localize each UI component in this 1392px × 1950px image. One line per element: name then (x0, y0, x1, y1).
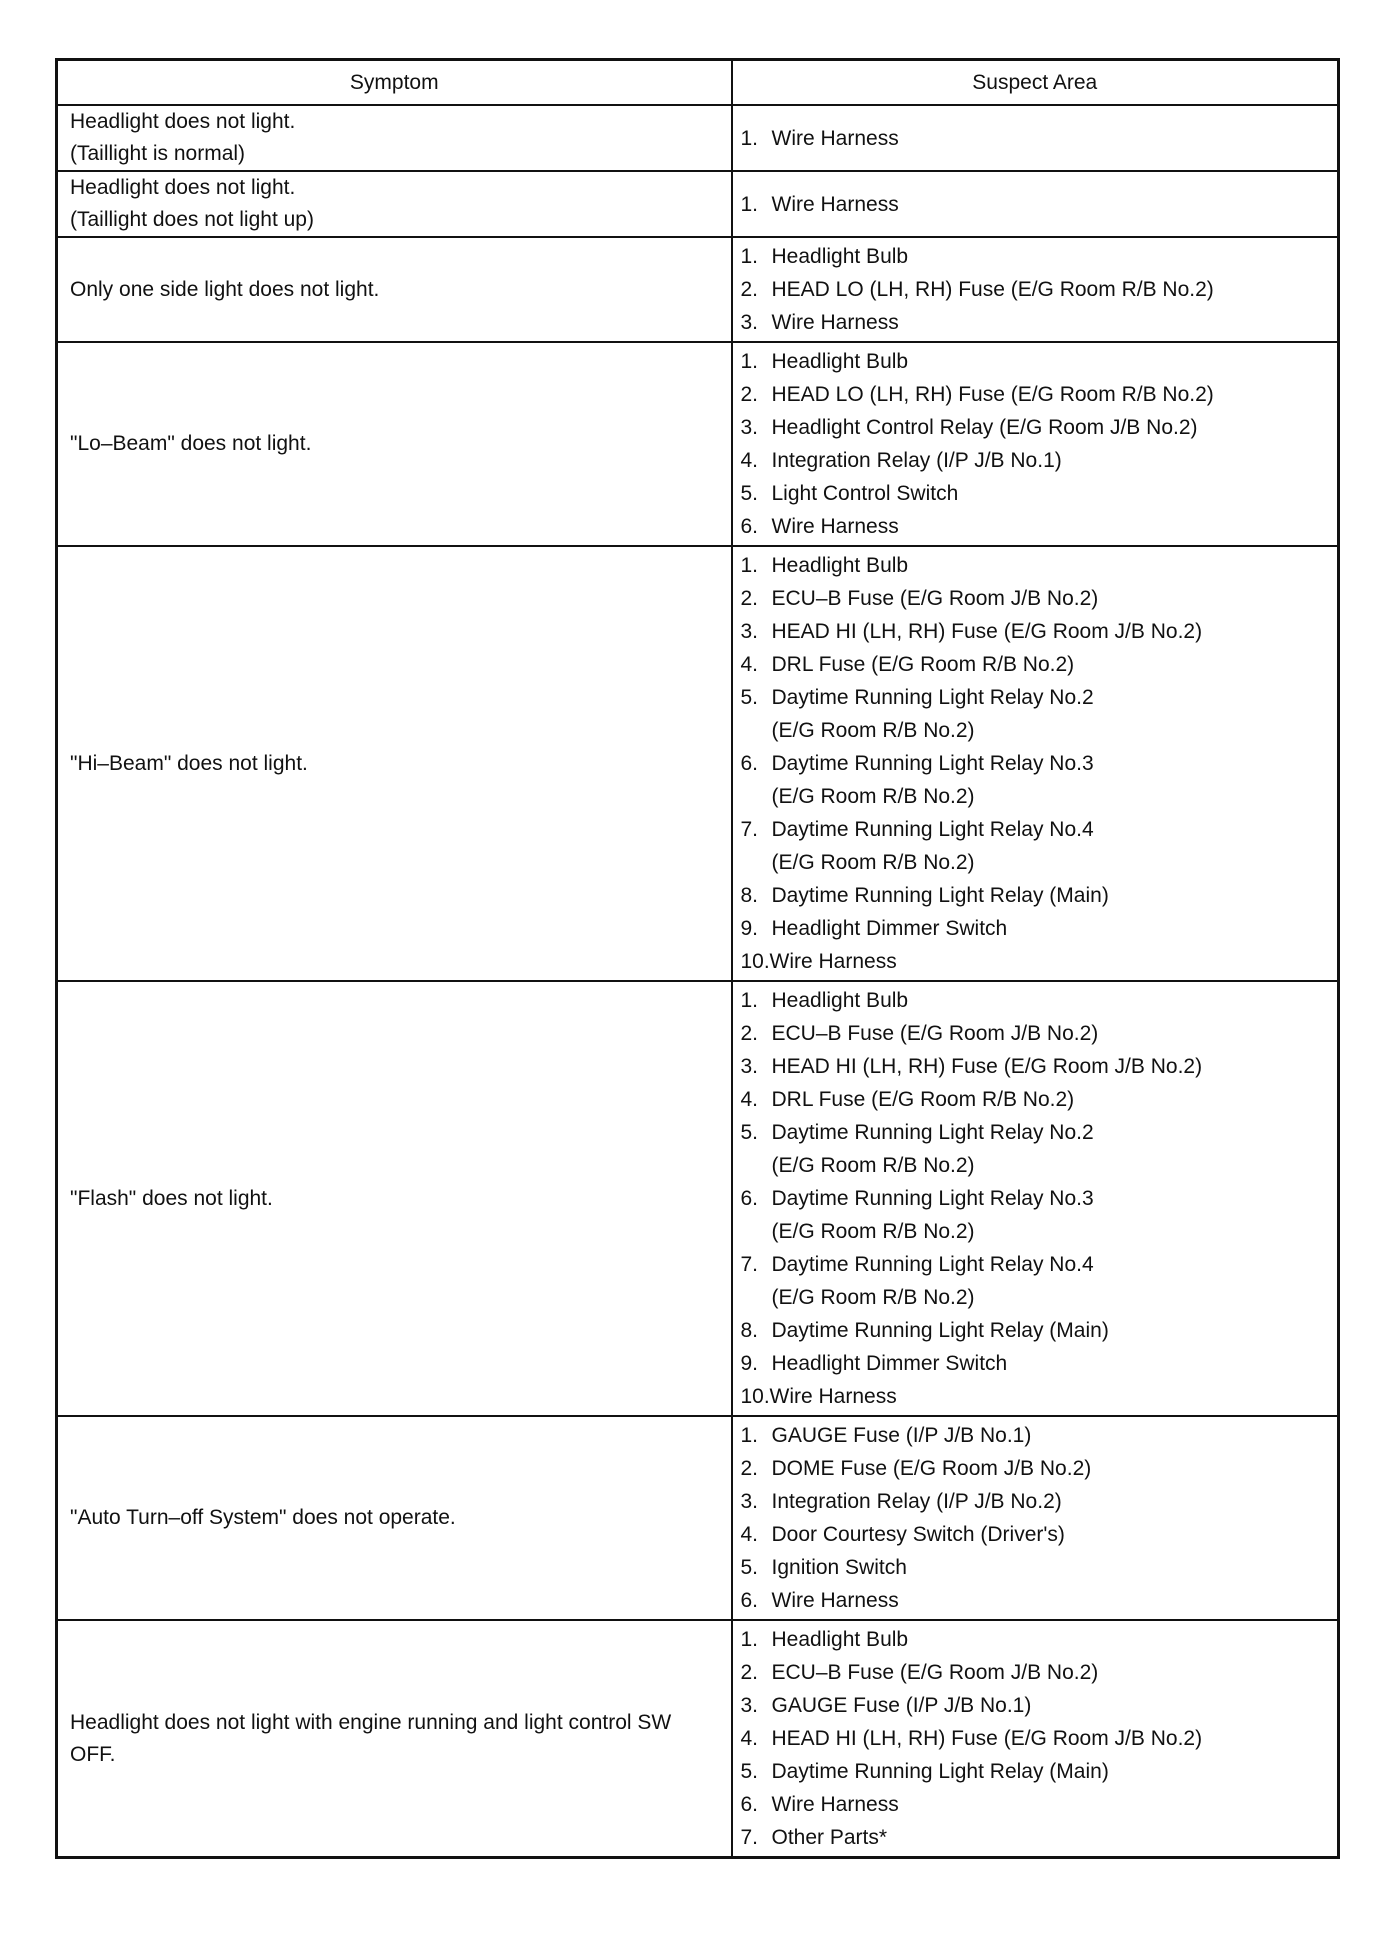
suspect-item (741, 306, 1330, 339)
suspect-item (741, 1017, 1330, 1050)
suspect-text: (E/G Room R/B No.2) (771, 1220, 975, 1243)
suspect-number: 1. (740, 554, 759, 577)
suspect-number: 1. (740, 1628, 759, 1651)
suspect-item (741, 780, 1330, 813)
symptom-text: Headlight does not light. (70, 110, 296, 133)
suspect-number: 3. (740, 416, 759, 439)
suspect-item (741, 1722, 1330, 1755)
suspect-text: Headlight Bulb (771, 245, 909, 268)
suspect-number: 2. (740, 1457, 759, 1480)
suspect-number (741, 1215, 772, 1248)
suspect-text: Integration Relay (I/P J/B No.2) (771, 1490, 1062, 1513)
suspect-item (741, 714, 1330, 747)
suspect-item (741, 411, 1330, 444)
suspect-item (741, 1551, 1330, 1584)
suspect-text: DOME Fuse (E/G Room J/B No.2) (771, 1457, 1092, 1480)
suspect-item (741, 681, 1330, 714)
suspect-number: 4. (740, 1727, 759, 1750)
suspect-item (741, 240, 1330, 273)
suspect-text: Daytime Running Light Relay No.3 (771, 752, 1094, 775)
suspect-item (741, 1623, 1330, 1656)
suspect-item (741, 1518, 1330, 1551)
suspect-item (741, 648, 1330, 681)
suspect-text: Integration Relay (I/P J/B No.1) (771, 449, 1062, 472)
suspect-area-header: Suspect Area (732, 60, 1339, 106)
table-row (57, 546, 1339, 981)
table-row (57, 171, 1339, 237)
symptom-text: OFF. (70, 1742, 116, 1766)
suspect-number: 7. (740, 1253, 759, 1276)
suspect-text: Wire Harness (771, 1793, 899, 1816)
suspect-item (741, 477, 1330, 510)
suspect-area-cell (732, 105, 1339, 171)
suspect-item (741, 747, 1330, 780)
suspect-text: HEAD HI (LH, RH) Fuse (E/G Room J/B No.2) (771, 1055, 1203, 1078)
suspect-item (741, 378, 1330, 411)
symptom-header: Symptom (57, 60, 732, 106)
suspect-text: Headlight Bulb (771, 554, 909, 577)
suspect-item (741, 1380, 1330, 1413)
suspect-area-cell (732, 171, 1339, 237)
suspect-number: 8. (740, 884, 759, 907)
suspect-number: 1. (740, 989, 759, 1012)
suspect-text: (E/G Room R/B No.2) (771, 1154, 975, 1177)
suspect-number: 6. (740, 515, 759, 538)
suspect-item (741, 1116, 1330, 1149)
symptom-cell (57, 981, 732, 1416)
suspect-text: Daytime Running Light Relay (Main) (771, 1760, 1109, 1783)
suspect-text: ECU–B Fuse (E/G Room J/B No.2) (771, 1661, 1099, 1684)
symptom-text: "Auto Turn–off System" does not operate. (70, 1506, 456, 1529)
symptom-text: Headlight does not light with engine running and light control SW (70, 1710, 672, 1734)
symptom-cell (57, 1620, 732, 1858)
suspect-number: 1. (740, 245, 759, 268)
suspect-number: 10. (740, 1385, 770, 1408)
suspect-item (741, 1452, 1330, 1485)
suspect-item (741, 582, 1330, 615)
suspect-text: Ignition Switch (771, 1556, 907, 1579)
suspect-number: 3. (740, 1490, 759, 1513)
suspect-area-cell (732, 1620, 1339, 1858)
suspect-text: GAUGE Fuse (I/P J/B No.1) (771, 1694, 1032, 1717)
suspect-number: 6. (740, 1793, 759, 1816)
symptom-cell (57, 237, 732, 342)
suspect-item (741, 549, 1330, 582)
suspect-item (741, 188, 1330, 221)
symptom-text: (Taillight is normal) (70, 142, 246, 165)
suspect-number: 4. (740, 1088, 759, 1111)
suspect-item (741, 1419, 1330, 1452)
suspect-item (741, 615, 1330, 648)
table-row (57, 237, 1339, 342)
suspect-number: 6. (740, 752, 759, 775)
symptom-text: Headlight does not light. (70, 176, 296, 199)
symptom-cell (57, 105, 732, 171)
suspect-item (741, 879, 1330, 912)
suspect-number: 6. (740, 1589, 759, 1612)
suspect-item (741, 813, 1330, 846)
suspect-number: 5. (740, 1760, 759, 1783)
symptom-text: "Flash" does not light. (70, 1186, 273, 1210)
suspect-item (741, 1149, 1330, 1182)
suspect-number (741, 714, 772, 747)
suspect-area-cell (732, 342, 1339, 546)
suspect-item (741, 912, 1330, 945)
suspect-text: GAUGE Fuse (I/P J/B No.1) (771, 1424, 1032, 1447)
suspect-number: 5. (740, 482, 759, 505)
suspect-area-cell (732, 546, 1339, 981)
suspect-number (741, 1281, 772, 1314)
suspect-text: Door Courtesy Switch (Driver's) (771, 1523, 1065, 1546)
suspect-item (741, 1347, 1330, 1380)
suspect-text: HEAD HI (LH, RH) Fuse (E/G Room J/B No.2) (771, 1727, 1203, 1750)
suspect-number: 2. (740, 278, 759, 301)
suspect-item (741, 1485, 1330, 1518)
suspect-number: 7. (740, 1826, 759, 1849)
suspect-number: 4. (740, 1523, 759, 1546)
suspect-number: 1. (740, 192, 759, 216)
table-row (57, 105, 1339, 171)
symptom-cell (57, 546, 732, 981)
suspect-text: Headlight Bulb (771, 1628, 909, 1651)
suspect-item (741, 1656, 1330, 1689)
suspect-item (741, 1314, 1330, 1347)
suspect-text: Daytime Running Light Relay (Main) (771, 884, 1109, 907)
symptom-cell (57, 1416, 732, 1620)
suspect-text: Wire Harness (769, 1385, 897, 1408)
suspect-number (741, 780, 772, 813)
suspect-item (741, 510, 1330, 543)
suspect-number: 9. (740, 917, 759, 940)
table-row (57, 981, 1339, 1416)
suspect-text: Wire Harness (771, 311, 899, 334)
suspect-number (741, 846, 772, 879)
suspect-item (741, 945, 1330, 978)
suspect-number: 4. (740, 653, 759, 676)
suspect-text: HEAD HI (LH, RH) Fuse (E/G Room J/B No.2) (771, 620, 1203, 643)
suspect-number: 3. (740, 620, 759, 643)
header-row (57, 60, 1339, 106)
suspect-item (741, 846, 1330, 879)
suspect-text: (E/G Room R/B No.2) (771, 1286, 975, 1309)
suspect-text: Wire Harness (771, 192, 899, 216)
suspect-number: 8. (740, 1319, 759, 1342)
suspect-number: 3. (740, 1694, 759, 1717)
suspect-text: DRL Fuse (E/G Room R/B No.2) (771, 653, 1075, 676)
suspect-text: Other Parts* (771, 1826, 888, 1849)
suspect-number: 5. (740, 1556, 759, 1579)
suspect-item (741, 122, 1330, 155)
suspect-item (741, 273, 1330, 306)
suspect-text: Daytime Running Light Relay No.4 (771, 1253, 1094, 1276)
symptom-text: (Taillight does not light up) (70, 208, 314, 231)
symptom-text: "Lo–Beam" does not light. (70, 432, 312, 455)
suspect-number: 9. (740, 1352, 759, 1375)
symptom-text: Only one side light does not light. (70, 277, 380, 301)
suspect-number (741, 1149, 772, 1182)
table-row (57, 342, 1339, 546)
suspect-number: 2. (740, 587, 759, 610)
suspect-item (741, 345, 1330, 378)
suspect-item (741, 1083, 1330, 1116)
suspect-item (741, 1215, 1330, 1248)
suspect-text: Daytime Running Light Relay (Main) (771, 1319, 1109, 1342)
suspect-item (741, 1788, 1330, 1821)
suspect-number: 3. (740, 1055, 759, 1078)
suspect-text: Daytime Running Light Relay No.4 (771, 818, 1094, 841)
suspect-area-cell (732, 1416, 1339, 1620)
suspect-number: 2. (740, 1661, 759, 1684)
suspect-text: ECU–B Fuse (E/G Room J/B No.2) (771, 587, 1099, 610)
suspect-text: Wire Harness (771, 515, 899, 538)
suspect-text: HEAD LO (LH, RH) Fuse (E/G Room R/B No.2) (771, 278, 1214, 301)
suspect-text: Light Control Switch (771, 482, 959, 505)
suspect-number: 6. (740, 1187, 759, 1210)
suspect-text: Daytime Running Light Relay No.2 (771, 686, 1094, 709)
suspect-text: (E/G Room R/B No.2) (771, 719, 975, 742)
suspect-number: 1. (740, 1424, 759, 1447)
symptom-cell (57, 342, 732, 546)
suspect-text: Headlight Dimmer Switch (771, 917, 1008, 940)
suspect-item (741, 1248, 1330, 1281)
suspect-text: Wire Harness (771, 1589, 899, 1612)
suspect-text: Wire Harness (769, 950, 897, 973)
table-body (57, 105, 1339, 1858)
suspect-number: 4. (740, 449, 759, 472)
suspect-number: 5. (740, 686, 759, 709)
suspect-text: (E/G Room R/B No.2) (771, 851, 975, 874)
suspect-item (741, 1755, 1330, 1788)
suspect-number: 1. (740, 126, 759, 150)
table-row (57, 1416, 1339, 1620)
suspect-text: Headlight Control Relay (E/G Room J/B No.2) (771, 416, 1198, 439)
suspect-text: Headlight Dimmer Switch (771, 1352, 1008, 1375)
suspect-item (741, 1584, 1330, 1617)
suspect-number: 1. (740, 350, 759, 373)
suspect-text: DRL Fuse (E/G Room R/B No.2) (771, 1088, 1075, 1111)
suspect-area-cell (732, 981, 1339, 1416)
suspect-item (741, 1050, 1330, 1083)
suspect-item (741, 1182, 1330, 1215)
suspect-text: Daytime Running Light Relay No.3 (771, 1187, 1094, 1210)
suspect-number: 10. (740, 950, 770, 973)
symptom-text: "Hi–Beam" does not light. (70, 751, 308, 775)
suspect-text: Daytime Running Light Relay No.2 (771, 1121, 1094, 1144)
suspect-item (741, 984, 1330, 1017)
suspect-number: 3. (740, 311, 759, 334)
suspect-item (741, 1281, 1330, 1314)
suspect-item (741, 1689, 1330, 1722)
suspect-text: Wire Harness (771, 126, 899, 150)
suspect-number: 5. (740, 1121, 759, 1144)
symptom-cell (57, 171, 732, 237)
suspect-item (741, 444, 1330, 477)
suspect-text: (E/G Room R/B No.2) (771, 785, 975, 808)
suspect-item (741, 1821, 1330, 1854)
suspect-number: 2. (740, 1022, 759, 1045)
suspect-number: 2. (740, 383, 759, 406)
suspect-text: Headlight Bulb (771, 989, 909, 1012)
suspect-number: 7. (740, 818, 759, 841)
suspect-text: Headlight Bulb (771, 350, 909, 373)
suspect-text: ECU–B Fuse (E/G Room J/B No.2) (771, 1022, 1099, 1045)
table-row (57, 1620, 1339, 1858)
suspect-text: HEAD LO (LH, RH) Fuse (E/G Room R/B No.2) (771, 383, 1214, 406)
symptom-table (55, 58, 1340, 1859)
suspect-area-cell (732, 237, 1339, 342)
